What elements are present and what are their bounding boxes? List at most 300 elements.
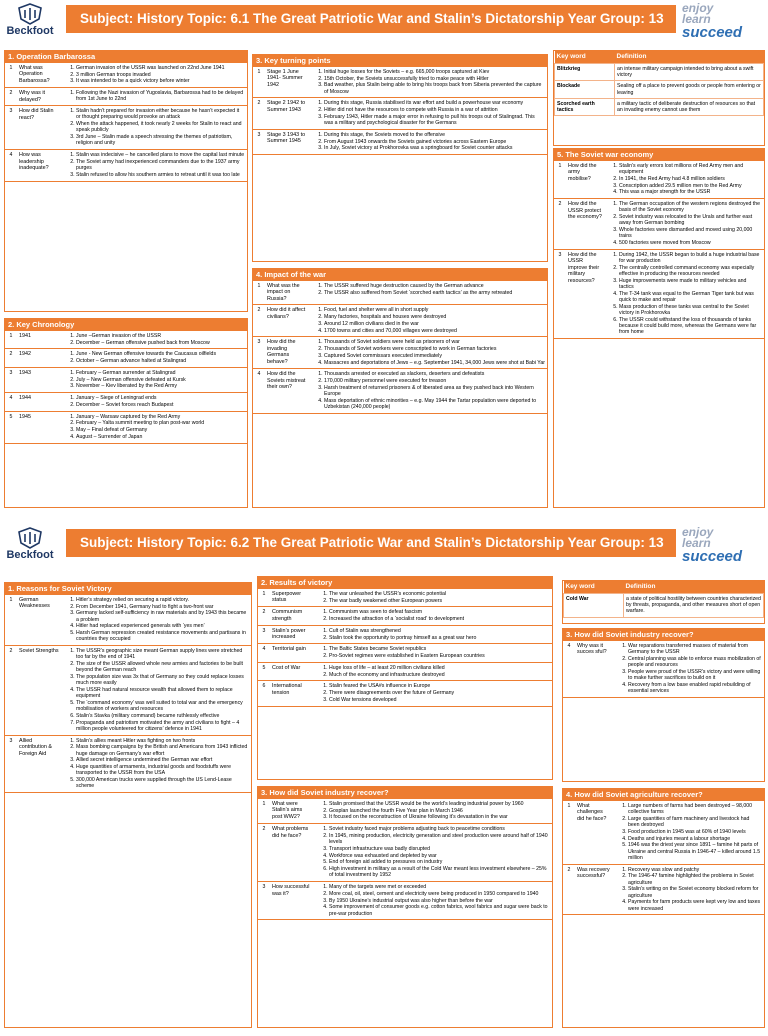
motto-learn: learn [682, 536, 711, 551]
table-row [563, 641, 764, 697]
answer-point: 3. Germany lacked self-sufficiency in raw materials and by 1943 this became a problem [76, 610, 249, 622]
row-question: Was recovery successful? [575, 864, 613, 915]
key-word-table [563, 581, 764, 618]
panel-reasons-for-victory [4, 582, 252, 1028]
answer-point: 3. In July, Soviet victory at Prokhorovka was a springboard for Soviet counter attacks [324, 145, 545, 151]
row-question: How did the USSR improve their military resources? [566, 249, 604, 338]
row-answers [309, 67, 547, 98]
table-row [258, 625, 552, 643]
key-word: Blitzkrieg [555, 63, 615, 80]
table-row [258, 681, 552, 706]
row-answers [613, 801, 764, 864]
row-number: 2 [554, 199, 566, 250]
row-answers [314, 681, 552, 706]
logo-text: Beckfoot [6, 549, 54, 561]
answer-point: 1. Stalin hadn’t prepared for invasion either because he hasn’t expected it or thought preparing would provoke an attack [76, 108, 245, 120]
key-word: Cold War [564, 593, 624, 617]
answer-point: 1. The USSR’s geographic size meant German supply lines were stretched too far by the end of 1941 [76, 648, 249, 660]
row-question: Communism strength [270, 607, 314, 625]
knowledge-organiser-6-2 [0, 524, 768, 1036]
row-number: 4 [5, 150, 17, 181]
logo-text: Beckfoot [6, 25, 54, 37]
table-row [258, 882, 552, 920]
row-answers [61, 349, 247, 367]
answer-point: 3. Stalin refused to allow his southern armies to retreat until it was too late [76, 172, 245, 178]
row-number: 2 [5, 88, 17, 106]
answer-point: 3. November – Kiev liberated by the Red Army [76, 383, 245, 389]
answer-point: 5. Mass production of these tanks was central to the Soviet victory in Prokhorovka [619, 304, 762, 316]
answer-point: 3. February 1943, Hitler made a major error in refusing to pull his troops out of Stalingrad. This was a military and psychological disaster for the Germans [324, 114, 545, 126]
table-row [258, 662, 552, 680]
answer-point: 1. During this stage, Russia stabilised its war effort and build a powerhouse war economy [324, 100, 545, 106]
row-question: What was Operation Barbarossa? [17, 63, 61, 88]
row-number: 1 [258, 589, 270, 607]
header-key-word: Key word [564, 581, 624, 593]
row-question: 1945 [17, 411, 61, 443]
key-word-row [555, 63, 764, 80]
school-logo [2, 527, 58, 563]
row-number: 1 [5, 331, 17, 349]
panel-key-words [553, 50, 765, 146]
answer-point: 2. Hitler did not have the resources to compete with Russia in a war of attrition [324, 107, 545, 113]
answer-point: 4. Recovery from a low base enabled rapid rebuilding of essential services [628, 682, 762, 694]
section-title: 1. Operation Barbarossa [5, 51, 247, 63]
row-answers [604, 161, 764, 199]
definition: Sealing off a place to prevent goods or people from entering or leaving [615, 81, 764, 98]
row-question: How did the USSR protect the economy? [566, 199, 604, 250]
row-answers [309, 369, 547, 413]
answer-point: 1. June –German invasion of the USSR [76, 333, 245, 339]
row-number: 3 [5, 735, 17, 792]
panel-results-of-victory [257, 576, 553, 780]
row-question: How successful was it? [270, 882, 314, 920]
answer-point: 4. The USSR had natural resource wealth that allowed them to replace equipment [76, 687, 249, 699]
row-answers [61, 150, 247, 181]
row-question: What challenges did he face? [575, 801, 613, 864]
row-answers [61, 735, 251, 792]
row-number: 2 [258, 607, 270, 625]
row-number: 1 [253, 281, 265, 305]
row-question: How did Stalin react? [17, 106, 61, 150]
answer-point: 1. The USSR suffered huge destruction caused by the German advance [324, 283, 545, 289]
crest-icon [17, 527, 43, 549]
row-question: Territorial gain [270, 644, 314, 662]
answer-point: 3. People were proud of the USSR’s victory and were willing to make further sacrifices to build on it [628, 669, 762, 681]
row-question: Allied contribution & Foreign Aid [17, 735, 61, 792]
table-row [253, 129, 547, 154]
answer-point: 4. Workforce was exhausted and depleted by war [329, 853, 550, 859]
table-row [258, 824, 552, 882]
section-table [5, 595, 251, 793]
answer-point: 2. December – Soviet forces reach Budapest [76, 402, 245, 408]
answer-point: 1. The German occupation of the western regions destroyed the basis of the Soviet economy [619, 201, 762, 213]
row-answers [314, 662, 552, 680]
answer-point: 3. Stalin’s writing on the Soviet economy blocked reform for agriculture [628, 886, 762, 898]
table-row [5, 367, 247, 392]
section-table [258, 799, 552, 920]
panel-agriculture-recover [562, 788, 765, 1028]
row-number: 3 [253, 337, 265, 369]
table-row [5, 63, 247, 88]
answer-point: 4. Payments for farm products were kept very low and taxes were increased [628, 899, 762, 911]
row-number: 5 [258, 662, 270, 680]
answer-point: 4. Huge quantities of armaments, industrial goods and foodstuffs were transported to the USSR from the USA [76, 764, 249, 776]
answer-point: 3. 3rd June – Stalin made a speech stressing the themes of patriotism, religion and unity [76, 134, 245, 146]
table-row [563, 864, 764, 915]
row-question: What was the impact on Russia? [265, 281, 309, 305]
answer-point: 4. 1700 towns and cities and 70,000 villages were destroyed [324, 328, 545, 334]
row-answers [613, 641, 764, 697]
section-title: 4. How did Soviet agriculture recover? [563, 789, 764, 801]
table-row [5, 393, 247, 411]
table-row [5, 106, 247, 150]
row-question: 1943 [17, 367, 61, 392]
header-definition: Definition [624, 581, 764, 593]
answer-point: 4. Mass deportation of ethnic minorities – e.g. May 1944 the Tartar population were deported to Uzbekistan (240,000 people) [324, 398, 545, 410]
answer-point: 1. Hitler’s strategy relied on securing a rapid victory. [76, 597, 249, 603]
answer-point: 4. Deaths and injuries meant a labour shortage [628, 836, 762, 842]
answer-point: 4. August – Surrender of Japan [76, 434, 245, 440]
answer-point: 2. Much of the economy and infrastructure destroyed [329, 672, 550, 678]
answer-point: 1. German invasion of the USSR was launched on 22nd June 1941 [76, 65, 245, 71]
table-row [554, 199, 764, 250]
answer-point: 3. Allied secret intelligence undermined the German war effort [76, 757, 249, 763]
answer-point: 2. The war badly weakened other European powers [329, 598, 550, 604]
motto-succeed: succeed [682, 547, 743, 565]
answer-point: 1. The war unleashed the USSR’s economic potential [329, 591, 550, 597]
row-answers [314, 625, 552, 643]
table-row [253, 337, 547, 369]
definition: a military tactic of deliberate destruction of resources so that an invading enemy cannot use them [615, 98, 764, 115]
section-title: 5. The Soviet war economy [554, 149, 764, 161]
table-row [5, 150, 247, 181]
answer-point: 2. The USSR also suffered from Soviet ‘scorched earth tactics’ as the army retreated [324, 290, 545, 296]
row-question: How did the army mobilise? [566, 161, 604, 199]
answer-point: 2. Mass bombing campaigns by the British and Americans from 1943 inflicted huge damage on Germany’s war effort [76, 744, 249, 756]
answer-point: 2. From August 1943 onwards the Soviets gained victories across Eastern Europe [324, 139, 545, 145]
row-answers [309, 337, 547, 369]
row-number: 1 [258, 799, 270, 824]
answer-point: 4. This was a major strength for the USSR [619, 189, 762, 195]
answer-point: 3. By 1950 Ukraine’s industrial output was also higher than before the war [329, 898, 550, 904]
title-banner: Subject: History Topic: 6.1 The Great Patriotic War and Stalin’s Dictatorship Year Group: 13 [66, 5, 676, 33]
answer-point: 3. Cold War tensions developed [329, 697, 550, 703]
answer-point: 1. Initial huge losses for the Soviets – e.g. 665,000 troops captured at Kiev [324, 69, 545, 75]
answer-point: 5. End of foreign aid added to pressures on industry [329, 859, 550, 865]
answer-point: 1. Large numbers of farms had been destroyed – 98,000 collective farms [628, 803, 762, 815]
key-word: Scorched earth tactics [555, 98, 615, 115]
row-number: 4 [258, 644, 270, 662]
row-number: 4 [253, 369, 265, 413]
row-number: 5 [5, 411, 17, 443]
table-row [5, 411, 247, 443]
panel-operation-barbarossa [4, 50, 248, 312]
panel-war-economy [553, 148, 765, 508]
row-question: 1944 [17, 393, 61, 411]
row-answers [309, 305, 547, 337]
table-row [253, 98, 547, 129]
motto-logo [682, 1, 762, 41]
row-number: 3 [258, 882, 270, 920]
answer-point: 1. During 1942, the USSR began to build a huge industrial base for war production [619, 252, 762, 264]
table-row [258, 589, 552, 607]
answer-point: 3. The population size was 3x that of Germany so they could replace losses much more easily [76, 674, 249, 686]
section-table [253, 67, 547, 155]
row-number: 3 [253, 129, 265, 154]
knowledge-organiser-6-1 [0, 0, 768, 512]
row-number: 2 [5, 349, 17, 367]
row-question: Stalin’s power increased [270, 625, 314, 643]
row-number: 1 [253, 67, 265, 98]
section-title: 3. How did Soviet industry recover? [258, 787, 552, 799]
row-number: 2 [258, 824, 270, 882]
key-word-table [554, 51, 764, 116]
answer-point: 1. Many of the targets were met or exceeded [329, 884, 550, 890]
section-title: 2. Key Chronology [5, 319, 247, 331]
panel-impact-of-war [252, 268, 548, 508]
row-question: Stage 2 1942 to Summer 1943 [265, 98, 309, 129]
header [0, 524, 768, 564]
answer-point: 2. There were disagreements over the future of Germany [329, 690, 550, 696]
answer-point: 4. The T-34 tank was equal to the German Tiger tank but was quick to make and repair [619, 291, 762, 303]
title-banner: Subject: History Topic: 6.2 The Great Patriotic War and Stalin’s Dictatorship Year Group: 13 [66, 529, 676, 557]
row-number: 2 [563, 864, 575, 915]
answer-point: 2. When the attack happened, it took nearly 2 weeks for Stalin to react and speak publicly [76, 121, 245, 133]
row-answers [604, 199, 764, 250]
panel-industry-recover [257, 786, 553, 1028]
row-number: 6 [258, 681, 270, 706]
answer-point: 2. February – Yalta summit meeting to plan post-war world [76, 420, 245, 426]
school-logo [2, 3, 58, 39]
definition: an intense military campaign intended to bring about a swift victory [615, 63, 764, 80]
answer-point: 3. Whole factories were dismantled and moved using 20,000 trains [619, 227, 762, 239]
answer-point: 1. Recovery was slow and patchy [628, 867, 762, 873]
row-question: Why was it delayed? [17, 88, 61, 106]
row-question: How did it affect civilians? [265, 305, 309, 337]
key-word: Blockade [555, 81, 615, 98]
row-number: 4 [563, 641, 575, 697]
motto-learn: learn [682, 12, 711, 27]
panel-key-turning-points [252, 54, 548, 262]
answer-point: 2. Many factories, hospitals and houses were destroyed [324, 314, 545, 320]
answer-point: 6. High investment in military as a result of the Cold War meant less investment elsewhere – 25% of total investment by 1952 [329, 866, 550, 878]
table-row [253, 67, 547, 98]
motto-succeed: succeed [682, 23, 743, 41]
section-title: 3. How did Soviet industry recover? [563, 629, 764, 641]
row-question: Cost of War [270, 662, 314, 680]
table-row [5, 595, 251, 646]
answer-point: 2. July – New German offensive defeated at Kursk [76, 377, 245, 383]
key-word-row [555, 81, 764, 98]
row-answers [61, 411, 247, 443]
row-answers [309, 129, 547, 154]
row-question: Stage 1 June 1941- Summer 1942 [265, 67, 309, 98]
answer-point: 1. Cult of Stalin was strengthened [329, 628, 550, 634]
row-answers [314, 824, 552, 882]
row-answers [61, 646, 251, 736]
answer-point: 1. Stalin was indecisive – he cancelled plans to move the capital last minute [76, 152, 245, 158]
definition: a state of political hostility between countries characterized by threats, propaganda, and other measures short of open warfare. [624, 593, 764, 617]
answer-point: 2. In 1941, the Red Army had 4.8 million soldiers [619, 176, 762, 182]
answer-point: 2. Increased the attraction of a ‘socialist road’ to development [329, 616, 550, 622]
table-row [253, 281, 547, 305]
answer-point: 6. Stalin’s Stavka (military command) became ruthlessly effective [76, 713, 249, 719]
answer-point: 2. Stalin took the opportunity to portray himself as a great war hero [329, 635, 550, 641]
answer-point: 1. January – Warsaw captured by the Red Army [76, 414, 245, 420]
answer-point: 4. Hitler had replaced experienced generals with ‘yes men’ [76, 623, 249, 629]
row-question: How did the Soviets mistreat their own? [265, 369, 309, 413]
answer-point: 1. June - New German offensive towards the Caucasus oilfields [76, 351, 245, 357]
section-table [563, 801, 764, 915]
answer-point: 3. It was intended to be a quick victory before winter [76, 78, 245, 84]
answer-point: 1. Thousands arrested or executed as slackers, deserters and defeatists [324, 371, 545, 377]
row-answers [61, 63, 247, 88]
table-row [5, 88, 247, 106]
answer-point: 6. The USSR could withstand the loss of thousands of tanks because it could build more, whereas the Germans were far from home [619, 317, 762, 336]
table-row [258, 799, 552, 824]
row-number: 2 [253, 98, 265, 129]
row-question: What were Stalin’s aims post WW2? [270, 799, 314, 824]
answer-point: 4. 500 factories were moved from Moscow [619, 240, 762, 246]
answer-point: 2. December – German offensive pushed back from Moscow [76, 340, 245, 346]
answer-point: 3. Conscription added 29.5 million men to the Red Army [619, 183, 762, 189]
row-number: 1 [5, 63, 17, 88]
section-table [563, 641, 764, 698]
answer-point: 2. Central planning was able to enforce mass mobilization of people and resources [628, 656, 762, 668]
row-answers [314, 589, 552, 607]
answer-point: 7. Propaganda and patriotism motivated the army and civilians to fight – 4 million people volunteered for citizens’ defence in 1941 [76, 720, 249, 732]
row-number: 2 [5, 646, 17, 736]
row-question: 1942 [17, 349, 61, 367]
answer-point: 1. During this stage, the Soviets moved to the offensive [324, 132, 545, 138]
section-title: 4. Impact of the war [253, 269, 547, 281]
answer-point: 1. War reparations transferred masses of material from Germany to the USSR [628, 643, 762, 655]
panel-key-chronology [4, 318, 248, 508]
answer-point: 3. Bad weather, plus Stalin being able to bring his troops back from Siberia prevented the capture of Moscow [324, 82, 545, 94]
section-title: 3. Key turning points [253, 55, 547, 67]
row-question: Soviet Strengths [17, 646, 61, 736]
answer-point: 1. Communism was seen to defeat fascism [329, 609, 550, 615]
answer-point: 3. Harsh treatment of returned prisoners & of liberated area as they pushed back into Western Europe [324, 385, 545, 397]
table-row [5, 349, 247, 367]
motto-enjoy: enjoy [682, 1, 714, 15]
row-number: 3 [258, 625, 270, 643]
key-word-row [555, 98, 764, 115]
answer-point: 2. From December 1941, Germany had to fight a two-front war [76, 604, 249, 610]
row-answers [61, 88, 247, 106]
section-title: 2. Results of victory [258, 577, 552, 589]
answer-point: 1. Huge loss of life – at least 20 million civilians killed [329, 665, 550, 671]
answer-point: 2. Large quantities of farm machinery and livestock had been destroyed [628, 816, 762, 828]
row-answers [61, 595, 251, 646]
answer-point: 2. 3 million German troops invaded [76, 72, 245, 78]
row-answers [314, 644, 552, 662]
answer-point: 3. It focused on the reconstruction of Ukraine following it’s devastation in the war [329, 814, 550, 820]
row-answers [309, 281, 547, 305]
row-question: How did the invading Germans behave? [265, 337, 309, 369]
row-answers [314, 607, 552, 625]
key-word-header [564, 581, 764, 593]
answer-point: 4. Some improvement of consumer goods e.g. cotton fabrics, wool fabrics and sugar were back to pre-war production [329, 904, 550, 916]
section-title: 1. Reasons for Soviet Victory [5, 583, 251, 595]
answer-point: 1. Thousands of Soviet soldiers were held as prisoners of war [324, 339, 545, 345]
section-table [5, 331, 247, 444]
answer-point: 1. January – Siege of Leningrad ends [76, 395, 245, 401]
answer-point: 5. 1946 was the driest year since 1891 – famine hit parts of Ukraine and central Russia in 1946-47 – killed around 1.5 million [628, 842, 762, 861]
answer-point: 2. In 1945, mining production, electricity generation and steel production were around half of 1940 levels [329, 833, 550, 845]
header-key-word: Key word [555, 51, 615, 63]
row-answers [604, 249, 764, 338]
motto-enjoy: enjoy [682, 525, 714, 539]
section-table [554, 161, 764, 339]
answer-point: 2. The Soviet army had inexperienced commanders due to the 1937 army purges [76, 159, 245, 171]
answer-point: 5. Harsh German repression created resistance movements and partisans in countries they occupied [76, 630, 249, 642]
row-answers [613, 864, 764, 915]
answer-point: 2. 170,000 military personnel were executed for treason [324, 378, 545, 384]
row-question: German Weaknesses [17, 595, 61, 646]
answer-point: 1. Soviet industry faced major problems adjusting back to peacetime conditions [329, 826, 550, 832]
row-answers [61, 106, 247, 150]
answer-point: 5. The ‘command economy’ was well suited to total war and the emergency mobilisation of workers and resources [76, 700, 249, 712]
table-row [554, 249, 764, 338]
row-number: 1 [554, 161, 566, 199]
row-number: 4 [5, 393, 17, 411]
row-number: 3 [5, 367, 17, 392]
answer-point: 2. Thousands of Soviet workers were conscripted to work in German factories [324, 346, 545, 352]
table-row [5, 735, 251, 792]
key-word-header [555, 51, 764, 63]
answer-point: 2. Gosplan launched the fourth Five Year plan in March 1946 [329, 808, 550, 814]
row-number: 1 [563, 801, 575, 864]
answer-point: 2. October – German advance halted at Stalingrad [76, 358, 245, 364]
answer-point: 1. Food, fuel and shelter were all in short supply [324, 307, 545, 313]
key-word-row [564, 593, 764, 617]
answer-point: 3. Huge improvements were made to military vehicles and tactics [619, 278, 762, 290]
row-answers [61, 393, 247, 411]
answer-point: 2. Pro-Soviet regimes were established in Eastern European countries [329, 653, 550, 659]
answer-point: 3. Captured Soviet commissars executed immediately [324, 353, 545, 359]
crest-icon [17, 3, 43, 25]
answer-point: 1. February – German surrender at Stalingrad [76, 370, 245, 376]
answer-point: 2. The size of the USSR allowed whole new armies and factories to be built beyond the German reach [76, 661, 249, 673]
table-row [258, 607, 552, 625]
table-row [253, 305, 547, 337]
motto-logo [682, 525, 762, 565]
answer-point: 1. Stalin’s allies meant Hitler was fighting on two fronts [76, 738, 249, 744]
row-question: 1941 [17, 331, 61, 349]
panel-industry-recover-continued [562, 628, 765, 782]
table-row [5, 331, 247, 349]
table-row [258, 644, 552, 662]
row-number: 3 [554, 249, 566, 338]
header-definition: Definition [615, 51, 764, 63]
table-row [563, 801, 764, 864]
answer-point: 3. May – Final defeat of Germany [76, 427, 245, 433]
row-number: 1 [5, 595, 17, 646]
answer-point: 5. 300,000 American trucks were supplied through the US Lend-Lease scheme [76, 777, 249, 789]
row-question: International tension [270, 681, 314, 706]
answer-point: 2. Soviet industry was relocated to the Urals and further east away from German bombing [619, 214, 762, 226]
row-answers [61, 367, 247, 392]
header [0, 0, 768, 40]
section-table [253, 281, 547, 414]
row-number: 3 [5, 106, 17, 150]
table-row [5, 646, 251, 736]
answer-point: 3. Around 12 million civilians died in the war [324, 321, 545, 327]
answer-point: 1. Stalin promised that the USSR would be the world’s leading industrial power by 1960 [329, 801, 550, 807]
answer-point: 1. The Baltic States became Soviet republics [329, 646, 550, 652]
row-number: 2 [253, 305, 265, 337]
